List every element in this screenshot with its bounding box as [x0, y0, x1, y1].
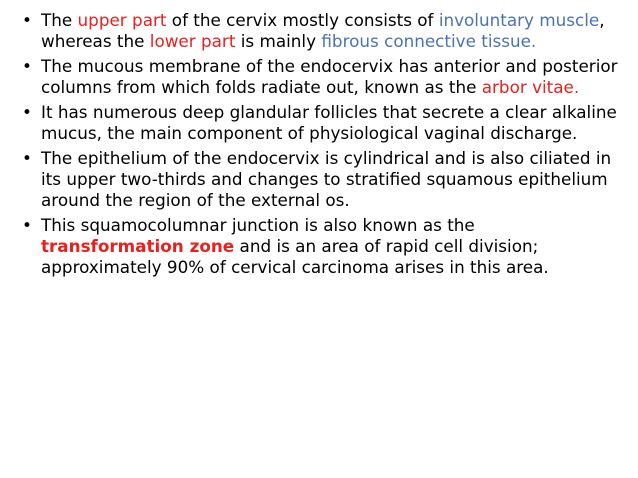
segment-text: , whereas the [41, 10, 605, 51]
segment-text: of the cervix mostly consists of [166, 10, 439, 30]
segment-text: The mucous membrane of the endocervix has anterior and posterior columns from which folds radiate out, known as the [41, 56, 618, 97]
bullet-glyph: • [22, 215, 32, 235]
bullet-glyph: • [22, 102, 32, 122]
highlight-blue-text: fibrous connective tissue. [321, 31, 537, 51]
segment-text: The epithelium of the endocervix is cylindrical and is also ciliated in its upper two-thirds and changes to stratified squamous epithelium around the region of the external os. [41, 148, 612, 210]
bullet-list [20, 10, 620, 282]
bullet-item [20, 10, 620, 52]
segment-text: This squamocolumnar junction is also known as the [41, 215, 475, 235]
segment-text: is mainly [235, 31, 322, 51]
bullet-glyph: • [22, 148, 32, 168]
bullet-item [20, 148, 620, 211]
highlight-red-text: lower part [149, 31, 236, 51]
segment-text: The [41, 10, 78, 30]
bullet-item [20, 102, 620, 144]
highlight-blue-text: involuntary muscle [438, 10, 600, 30]
bullet-glyph: • [22, 10, 32, 30]
highlight-red-text: arbor vitae. [481, 77, 580, 97]
highlight-red-text: upper part [77, 10, 167, 30]
segment-text: and is an area of rapid cell division; approximately 90% of cervical carcinoma arises in this area. [41, 236, 549, 277]
segment-text: It has numerous deep glandular follicles that secrete a clear alkaline mucus, the main component of physiological vaginal discharge. [41, 102, 617, 143]
highlight-red-bold-text: transformation zone [41, 236, 235, 256]
bullet-glyph: • [22, 56, 32, 76]
bullet-item [20, 215, 620, 278]
bullet-item [20, 56, 620, 98]
